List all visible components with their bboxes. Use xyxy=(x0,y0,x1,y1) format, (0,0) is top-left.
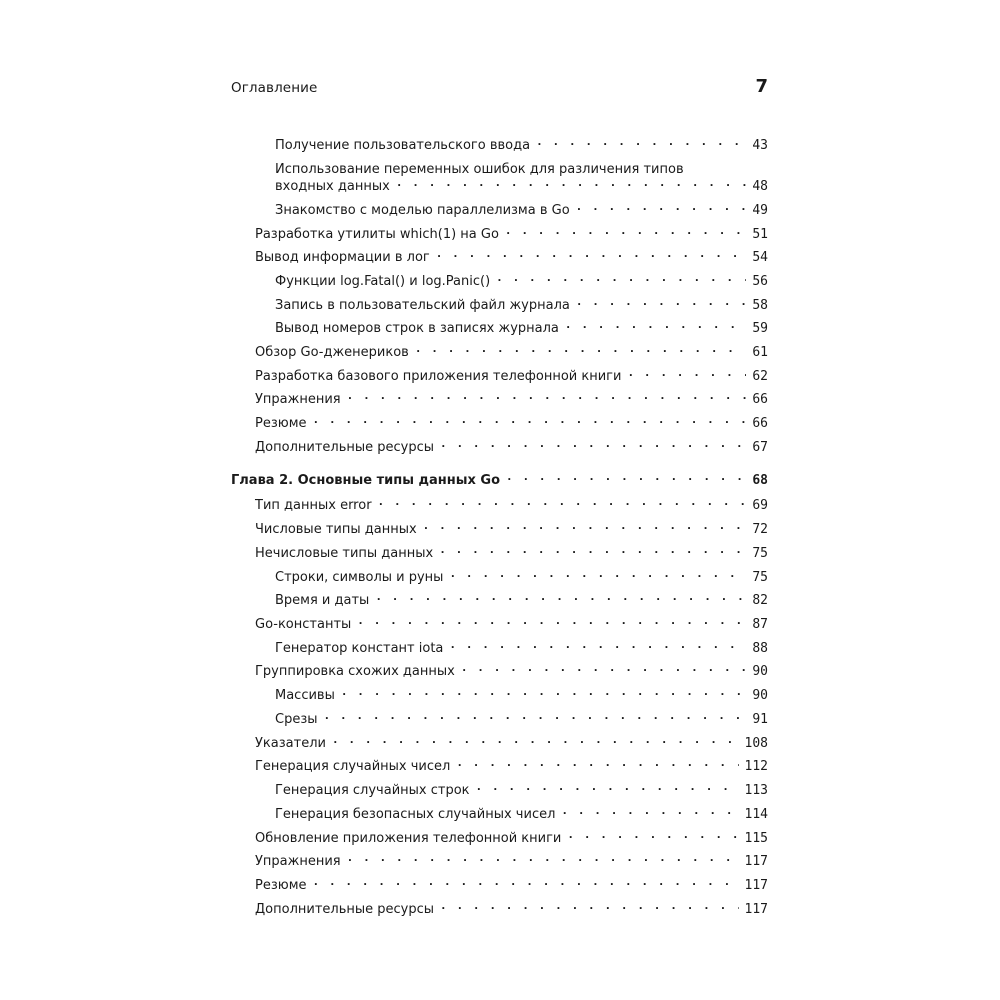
dot-leader xyxy=(461,664,747,676)
dot-leader xyxy=(536,138,746,150)
toc-entry xyxy=(231,569,768,586)
toc-entry xyxy=(231,249,768,266)
toc-entry-page: 56 xyxy=(752,274,768,289)
toc-entry-page: 75 xyxy=(752,546,768,561)
toc-entry-page: 117 xyxy=(744,902,768,917)
dot-leader xyxy=(375,593,746,605)
toc-entry-title: Генератор констант iota xyxy=(275,641,444,656)
toc-entry xyxy=(231,202,768,219)
toc-entry xyxy=(231,391,768,408)
toc-entry-page: 59 xyxy=(752,321,768,336)
toc-entry-page: 88 xyxy=(752,641,768,656)
toc-entry-page: 90 xyxy=(752,664,768,679)
toc-entry xyxy=(231,830,768,847)
toc-entry-page: 67 xyxy=(752,440,768,455)
toc-entry xyxy=(231,853,768,870)
page-header xyxy=(231,76,768,100)
toc-entry-title: Нечисловые типы данных xyxy=(255,546,434,561)
toc-entry-page: 43 xyxy=(752,138,768,153)
toc-entry-title-line1: Использование переменных ошибок для различения типов xyxy=(275,162,684,177)
dot-leader xyxy=(449,570,746,582)
toc-entry xyxy=(231,297,768,314)
dot-leader xyxy=(347,392,747,404)
dot-leader xyxy=(576,203,747,215)
toc-entry-page: 90 xyxy=(752,688,768,703)
toc-entry-title: Числовые типы данных xyxy=(255,522,417,537)
toc-chapter-title: Глава 2. Основные типы данных Go xyxy=(231,473,501,488)
toc-entry xyxy=(231,439,768,456)
toc-entry xyxy=(231,901,768,918)
dot-leader xyxy=(341,688,746,700)
toc-entry-page: 117 xyxy=(744,854,768,869)
dot-leader xyxy=(396,179,747,191)
dot-leader xyxy=(576,298,747,310)
toc-entry-title: Вывод информации в лог xyxy=(255,250,430,265)
toc-entry-title: Резюме xyxy=(255,416,307,431)
toc-entry-page: 72 xyxy=(752,522,768,537)
dot-leader xyxy=(476,783,739,795)
toc-entry xyxy=(231,497,768,514)
toc-entry-page: 91 xyxy=(752,712,768,727)
toc-entry xyxy=(231,368,768,385)
toc-entry-title: Резюме xyxy=(255,878,307,893)
toc-entry xyxy=(231,545,768,562)
dot-leader xyxy=(324,712,747,724)
dot-leader xyxy=(357,617,746,629)
toc-entry-title: Дополнительные ресурсы xyxy=(255,902,435,917)
toc-entry-title: Функции log.Fatal() и log.Panic() xyxy=(275,274,491,289)
toc-entry xyxy=(231,877,768,894)
toc-entry-page: 49 xyxy=(752,203,768,218)
toc-entry-title: входных данных xyxy=(275,179,390,194)
toc-entry-page: 112 xyxy=(744,759,768,774)
toc-entry xyxy=(231,782,768,799)
toc-entry xyxy=(231,320,768,337)
toc-entry-page: 108 xyxy=(744,736,768,751)
dot-leader xyxy=(313,416,747,428)
toc-entry-page: 66 xyxy=(752,416,768,431)
toc-entry xyxy=(231,273,768,290)
toc-entry-page: 66 xyxy=(752,392,768,407)
dot-leader xyxy=(496,274,746,286)
toc-entry-page: 51 xyxy=(752,227,768,242)
toc-entry-page: 69 xyxy=(752,498,768,513)
toc-entry-page: 82 xyxy=(752,593,768,608)
dot-leader xyxy=(436,250,747,262)
toc-entry-title: Вывод номеров строк в записях журнала xyxy=(275,321,559,336)
toc-entry-page: 114 xyxy=(744,807,768,822)
toc-entry xyxy=(231,137,768,154)
toc-entry-page: 117 xyxy=(744,878,768,893)
dot-leader xyxy=(332,736,739,748)
toc-entry-title: Тип данных error xyxy=(255,498,372,513)
toc-entry xyxy=(231,806,768,823)
toc-entry-title: Генерация случайных строк xyxy=(275,783,470,798)
toc-entry-title: Генерация случайных чисел xyxy=(255,759,451,774)
running-head: Оглавление xyxy=(231,80,318,96)
toc-entry xyxy=(231,663,768,680)
dot-leader xyxy=(456,759,738,771)
toc-entry-page: 58 xyxy=(752,298,768,313)
toc-entry xyxy=(231,161,768,195)
toc-entry xyxy=(231,226,768,243)
dot-leader xyxy=(347,854,739,866)
toc-entry-page: 75 xyxy=(752,570,768,585)
toc-entry xyxy=(231,521,768,538)
toc-entry-title: Получение пользовательского ввода xyxy=(275,138,531,153)
toc-entry-title: Обновление приложения телефонной книги xyxy=(255,831,562,846)
dot-leader xyxy=(505,227,746,239)
toc-entry-title: Строки, символы и руны xyxy=(275,570,444,585)
toc-entry-title: Упражнения xyxy=(255,392,341,407)
toc-entry-page: 113 xyxy=(744,783,768,798)
toc-entry-page: 54 xyxy=(752,250,768,265)
toc-entry-title: Разработка базового приложения телефонной книги xyxy=(255,369,622,384)
dot-leader xyxy=(439,546,746,558)
toc-entry xyxy=(231,415,768,432)
toc-entry-title: Указатели xyxy=(255,736,326,751)
dot-leader xyxy=(449,641,746,653)
toc-entry-title: Разработка утилиты which(1) на Go xyxy=(255,227,499,242)
dot-leader xyxy=(565,321,746,333)
dot-leader xyxy=(627,369,746,381)
toc-entry xyxy=(231,640,768,657)
dot-leader xyxy=(440,440,746,452)
toc-entry-title: Запись в пользовательский файл журнала xyxy=(275,298,570,313)
toc-entry-page: 48 xyxy=(752,179,768,194)
dot-leader xyxy=(506,473,746,485)
toc-entry xyxy=(231,758,768,775)
toc-entry-title: Массивы xyxy=(275,688,335,703)
toc-entry-title: Дополнительные ресурсы xyxy=(255,440,435,455)
toc-entry xyxy=(231,711,768,728)
toc-entry-page: 61 xyxy=(752,345,768,360)
toc-entry xyxy=(231,687,768,704)
toc-entry-title: Срезы xyxy=(275,712,318,727)
dot-leader xyxy=(567,831,738,843)
dot-leader xyxy=(561,807,738,819)
toc-entry-title: Go-константы xyxy=(255,617,352,632)
toc-entry-title: Генерация безопасных случайных чисел xyxy=(275,807,556,822)
dot-leader xyxy=(313,878,739,890)
dot-leader xyxy=(415,345,747,357)
toc-entry xyxy=(231,616,768,633)
toc-entry xyxy=(231,735,768,752)
toc-entry-page: 68 xyxy=(752,473,768,488)
toc-entry-title: Группировка схожих данных xyxy=(255,664,455,679)
dot-leader xyxy=(440,902,739,914)
toc-entry-title: Время и даты xyxy=(275,593,370,608)
toc-entry-page: 115 xyxy=(744,831,768,846)
toc-entry-title: Обзор Go-дженериков xyxy=(255,345,409,360)
toc-chapter-entry xyxy=(231,472,768,489)
toc-entry-title: Знакомство с моделью параллелизма в Go xyxy=(275,203,570,218)
toc-entry xyxy=(231,344,768,361)
toc-entry-title: Упражнения xyxy=(255,854,341,869)
toc-entry-page: 87 xyxy=(752,617,768,632)
dot-leader xyxy=(378,498,747,510)
toc-entry-page: 62 xyxy=(752,369,768,384)
page-number: 7 xyxy=(755,76,768,97)
dot-leader xyxy=(423,522,747,534)
toc-entry xyxy=(231,592,768,609)
